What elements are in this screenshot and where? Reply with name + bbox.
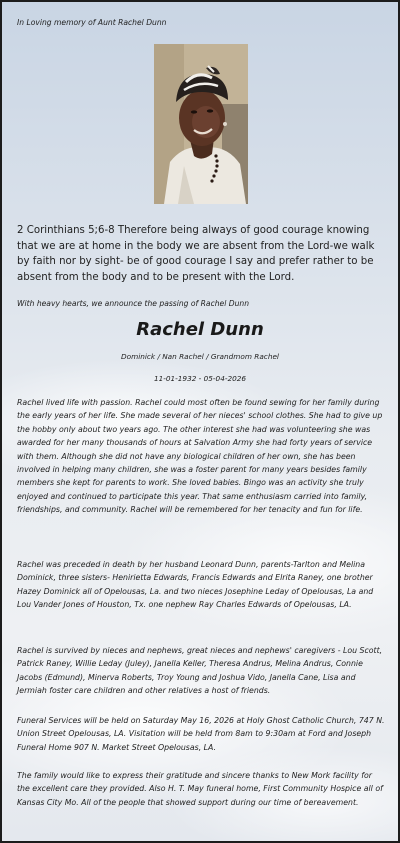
obituary-paragraph-preceded: Rachel was preceded in death by her husband Leonard Dunn, parents-Tarlton and Melina Dominick, three sisters- Henirietta Edwards, Francis Edwards and Elrita Raney, one brother Hazey Dominick all of Opelousas, La. and two nieces Josephine Leday of Opelousas, La and Lou Vander Jones of Houston, Tx. one nephew Ray Charles Edwards of Opelousas, LA. bbox=[17, 560, 374, 610]
passing-announcement: With heavy hearts, we announce the passing of Rachel Dunn bbox=[17, 299, 250, 308]
obituary-paragraph-thanks: The family would like to express their gratitude and sincere thanks to New Mork facility for the excellent care they provided. Also H. T. May funeral home, First Community Hospice all of Kansas City Mo. All of the people that showed support during our time of bereavement. bbox=[17, 771, 383, 807]
life-dates: 11-01-1932 - 05-04-2026 bbox=[153, 374, 247, 383]
deceased-nicknames: Dominick / Nan Rachel / Grandmom Rachel bbox=[121, 352, 279, 361]
deceased-name: Rachel Dunn bbox=[136, 319, 264, 340]
deceased-photo bbox=[154, 44, 248, 204]
obituary-paragraph-services: Funeral Services will be held on Saturday May 16, 2026 at Holy Ghost Catholic Church, 747 N. Union Street Opelousas, LA. Visitation will be held from 8am to 9:30am at Ford and Joseph Funeral Home 907 N. Market Street Opelousas, LA. bbox=[17, 716, 385, 752]
scripture-verse: 2 Corinthians 5;6-8 Therefore being always of good courage knowing that we are at home in the body we are absent from the Lord-we walk by faith nor by sight- be of good courage I say and prefer rather to be absent from the body and to be present with the Lord. bbox=[17, 225, 375, 283]
obituary-paragraph-survived: Rachel is survived by nieces and nephews, great nieces and nephews' caregivers - Lou Scott, Patrick Raney, Willie Leday (Juley), Janella Keller, Theresa Andrus, Melina Andrus, Connie Jacobs (Edmund), Minerva Roberts, Troy Young and Joshua Vido, Janella Cane, Lisa and Jermiah foster care children and other relatives a host of friends. bbox=[17, 646, 383, 696]
memorial-intro: In Loving memory of Aunt Rachel Dunn bbox=[17, 18, 167, 27]
obituary-paragraph-life: Rachel lived life with passion. Rachel could most often be found sewing for her family during the early years of her life. She made several of her nieces' school clothes. She had to give up the hobby only about two years ago. The other interest she had was volunteering she was awarded for her many thousands of hours at Salvation Army she had forty years of service with them. Although she did not have any biological children of her own, she has been involved in helping many children, she was a foster parent for many years besides family members she kept for parents to work. She loved babies. Bingo was an activity she truly enjoyed and continued to participate this year. That same enthusiasm carried into family, friendships, and community. Rachel will be remembered for her tenacity and fun for life. bbox=[17, 398, 383, 515]
